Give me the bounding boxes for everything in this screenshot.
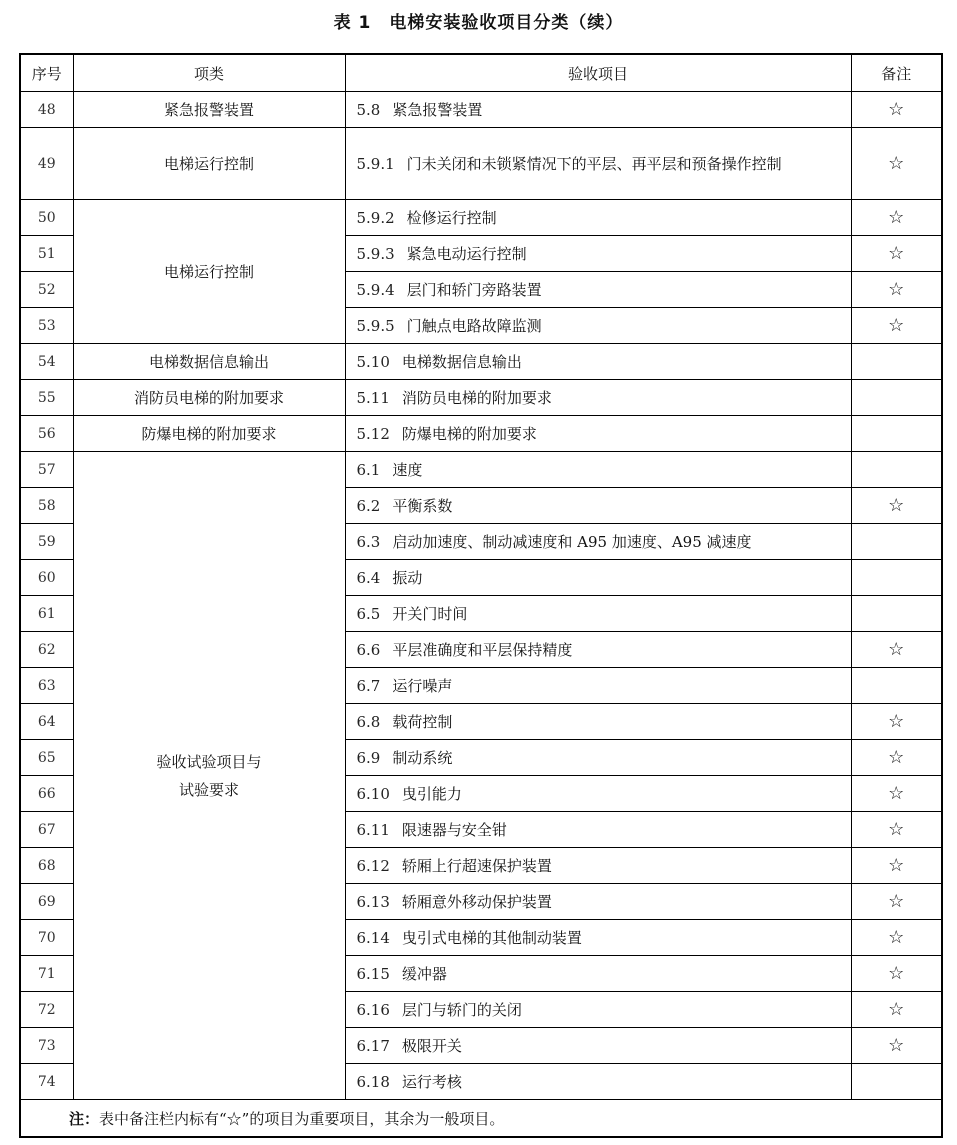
item-code: 6.15 xyxy=(356,964,390,983)
remark-cell xyxy=(851,344,942,380)
row-number: 55 xyxy=(20,380,73,416)
row-number: 61 xyxy=(20,596,73,632)
row-number: 51 xyxy=(20,236,73,272)
table-row xyxy=(20,380,942,416)
row-number: 54 xyxy=(20,344,73,380)
row-number: 64 xyxy=(20,704,73,740)
remark-cell: ☆ xyxy=(851,128,942,200)
item-text: 层门与轿门的关闭 xyxy=(401,1000,522,1019)
table-row xyxy=(20,92,942,128)
item-text: 门未关闭和未锁紧情况下的平层、再平层和预备操作控制 xyxy=(406,154,782,173)
item-cell xyxy=(345,272,851,308)
item-text: 消防员电梯的附加要求 xyxy=(401,388,552,407)
item-cell xyxy=(345,740,851,776)
item-text: 检修运行控制 xyxy=(406,208,497,227)
item-code: 6.8 xyxy=(356,712,381,731)
row-number: 60 xyxy=(20,560,73,596)
category-cell: 电梯运行控制 xyxy=(73,128,345,200)
item-text: 轿厢上行超速保护装置 xyxy=(401,856,552,875)
category-cell: 电梯运行控制 xyxy=(73,200,345,344)
item-cell xyxy=(345,668,851,704)
note-text: 表中备注栏内标有“☆”的项目为重要项目，其余为一般项目。 xyxy=(99,1109,505,1128)
item-cell xyxy=(345,956,851,992)
item-code: 6.5 xyxy=(356,604,381,623)
remark-cell: ☆ xyxy=(851,200,942,236)
remark-cell: ☆ xyxy=(851,1028,942,1064)
item-cell xyxy=(345,920,851,956)
item-code: 6.6 xyxy=(356,640,381,659)
item-cell xyxy=(345,992,851,1028)
item-cell xyxy=(345,416,851,452)
item-code: 5.9.2 xyxy=(356,208,395,227)
item-cell xyxy=(345,812,851,848)
item-cell xyxy=(345,524,851,560)
item-cell xyxy=(345,128,851,200)
item-text: 运行噪声 xyxy=(392,676,453,695)
remark-cell xyxy=(851,560,942,596)
note-label: 注： xyxy=(69,1109,100,1128)
category-line-1: 验收试验项目与 xyxy=(156,752,262,771)
item-text: 速度 xyxy=(392,460,423,479)
item-cell xyxy=(345,200,851,236)
item-code: 5.8 xyxy=(356,100,381,119)
item-code: 6.3 xyxy=(356,532,381,551)
remark-cell: ☆ xyxy=(851,704,942,740)
category-line-2: 试验要求 xyxy=(178,780,239,799)
row-number: 65 xyxy=(20,740,73,776)
remark-cell: ☆ xyxy=(851,956,942,992)
remark-cell: ☆ xyxy=(851,308,942,344)
item-cell xyxy=(345,632,851,668)
remark-cell xyxy=(851,380,942,416)
item-text: 制动系统 xyxy=(392,748,453,767)
item-code: 6.7 xyxy=(356,676,381,695)
item-text: 极限开关 xyxy=(401,1036,462,1055)
item-code: 5.9.5 xyxy=(356,316,395,335)
item-text: 紧急报警装置 xyxy=(392,100,483,119)
item-code: 5.10 xyxy=(356,352,390,371)
item-cell xyxy=(345,236,851,272)
row-number: 74 xyxy=(20,1064,73,1100)
row-number: 62 xyxy=(20,632,73,668)
row-number: 57 xyxy=(20,452,73,488)
remark-cell xyxy=(851,1064,942,1100)
item-code: 5.9.1 xyxy=(356,154,395,173)
remark-cell xyxy=(851,416,942,452)
item-text: 载荷控制 xyxy=(392,712,453,731)
table-row xyxy=(20,344,942,380)
item-text: 电梯数据信息输出 xyxy=(401,352,522,371)
item-code: 6.16 xyxy=(356,1000,390,1019)
row-number: 69 xyxy=(20,884,73,920)
item-text: 层门和轿门旁路装置 xyxy=(406,280,542,299)
item-code: 5.11 xyxy=(356,388,390,407)
category-cell xyxy=(73,452,345,1100)
item-code: 6.4 xyxy=(356,568,381,587)
category-cell: 消防员电梯的附加要求 xyxy=(73,380,345,416)
table-row xyxy=(20,452,942,488)
item-text: 曳引式电梯的其他制动装置 xyxy=(401,928,582,947)
item-text: 限速器与安全钳 xyxy=(401,820,507,839)
item-code: 6.17 xyxy=(356,1036,390,1055)
remark-cell: ☆ xyxy=(851,488,942,524)
item-cell xyxy=(345,560,851,596)
item-code: 5.9.3 xyxy=(356,244,395,263)
table-note xyxy=(20,1100,942,1138)
remark-cell: ☆ xyxy=(851,272,942,308)
item-cell xyxy=(345,776,851,812)
item-code: 6.1 xyxy=(356,460,381,479)
item-code: 6.11 xyxy=(356,820,390,839)
item-text: 防爆电梯的附加要求 xyxy=(401,424,537,443)
item-code: 6.2 xyxy=(356,496,381,515)
item-code: 6.12 xyxy=(356,856,390,875)
row-number: 66 xyxy=(20,776,73,812)
item-cell xyxy=(345,1028,851,1064)
remark-cell: ☆ xyxy=(851,920,942,956)
row-number: 53 xyxy=(20,308,73,344)
remark-cell: ☆ xyxy=(851,812,942,848)
row-number: 48 xyxy=(20,92,73,128)
item-code: 5.9.4 xyxy=(356,280,395,299)
item-code: 6.14 xyxy=(356,928,390,947)
item-code: 6.9 xyxy=(356,748,381,767)
row-number: 52 xyxy=(20,272,73,308)
row-number: 68 xyxy=(20,848,73,884)
category-cell: 紧急报警装置 xyxy=(73,92,345,128)
remark-cell: ☆ xyxy=(851,992,942,1028)
row-number: 71 xyxy=(20,956,73,992)
item-cell xyxy=(345,596,851,632)
remark-cell xyxy=(851,596,942,632)
row-number: 56 xyxy=(20,416,73,452)
item-text: 曳引能力 xyxy=(401,784,462,803)
item-code: 6.10 xyxy=(356,784,390,803)
item-text: 振动 xyxy=(392,568,423,587)
header-item: 验收项目 xyxy=(345,54,851,92)
item-text: 缓冲器 xyxy=(401,964,447,983)
item-text: 开关门时间 xyxy=(392,604,468,623)
item-text: 运行考核 xyxy=(401,1072,462,1091)
row-number: 70 xyxy=(20,920,73,956)
item-code: 6.18 xyxy=(356,1072,390,1091)
item-text: 平衡系数 xyxy=(392,496,453,515)
remark-cell xyxy=(851,668,942,704)
item-cell xyxy=(345,92,851,128)
item-cell xyxy=(345,344,851,380)
item-cell xyxy=(345,884,851,920)
item-code: 6.13 xyxy=(356,892,390,911)
row-number: 58 xyxy=(20,488,73,524)
item-cell xyxy=(345,488,851,524)
remark-cell: ☆ xyxy=(851,92,942,128)
row-number: 73 xyxy=(20,1028,73,1064)
header-remark: 备注 xyxy=(851,54,942,92)
row-number: 63 xyxy=(20,668,73,704)
header-no: 序号 xyxy=(20,54,73,92)
row-number: 72 xyxy=(20,992,73,1028)
remark-cell xyxy=(851,524,942,560)
row-number: 50 xyxy=(20,200,73,236)
category-cell: 电梯数据信息输出 xyxy=(73,344,345,380)
table-row xyxy=(20,200,942,236)
remark-cell: ☆ xyxy=(851,884,942,920)
item-text: 启动加速度、制动减速度和 A95 加速度、A95 减速度 xyxy=(392,532,752,551)
item-code: 5.12 xyxy=(356,424,390,443)
item-cell xyxy=(345,308,851,344)
header-category: 项类 xyxy=(73,54,345,92)
item-cell xyxy=(345,704,851,740)
remark-cell: ☆ xyxy=(851,740,942,776)
item-text: 门触点电路故障监测 xyxy=(406,316,542,335)
remark-cell: ☆ xyxy=(851,776,942,812)
acceptance-table xyxy=(19,53,943,1138)
note-row xyxy=(20,1100,942,1138)
row-number: 49 xyxy=(20,128,73,200)
table-title: 表 1 电梯安装验收项目分类（续） xyxy=(333,13,624,33)
remark-cell: ☆ xyxy=(851,632,942,668)
row-number: 59 xyxy=(20,524,73,560)
remark-cell xyxy=(851,452,942,488)
header-row xyxy=(20,54,942,92)
row-number: 67 xyxy=(20,812,73,848)
category-cell: 防爆电梯的附加要求 xyxy=(73,416,345,452)
item-text: 轿厢意外移动保护装置 xyxy=(401,892,552,911)
table-row xyxy=(20,128,942,200)
table-row xyxy=(20,416,942,452)
item-cell xyxy=(345,452,851,488)
item-text: 平层准确度和平层保持精度 xyxy=(392,640,573,659)
remark-cell: ☆ xyxy=(851,848,942,884)
item-cell xyxy=(345,1064,851,1100)
item-text: 紧急电动运行控制 xyxy=(406,244,527,263)
item-cell xyxy=(345,380,851,416)
item-cell xyxy=(345,848,851,884)
remark-cell: ☆ xyxy=(851,236,942,272)
